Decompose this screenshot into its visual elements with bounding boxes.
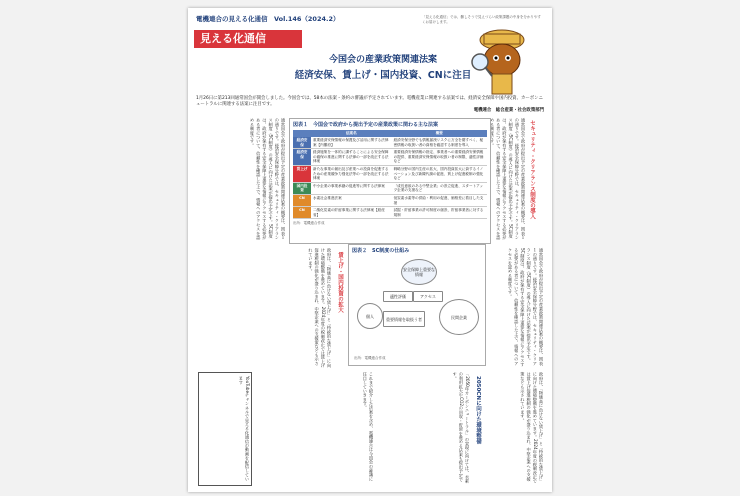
node-company: 民間企業 — [439, 299, 479, 335]
col-category — [293, 130, 311, 137]
row-summary: 経済安保分野でも情報漏洩リスクに万全を期すべく、秘密情報の取扱い者の資格を確認する制度を導入 — [392, 137, 487, 149]
row-category: 国内投資 — [293, 182, 311, 194]
headline-line1: 今国会の産業政策関連法案 — [328, 55, 437, 65]
node-result: 重要情報を取扱う者 — [383, 311, 425, 327]
row-summary: 重要経済安保情報の指定、事業者への重要経済安保情報の提供、重要経済安保情報の取扱い者の制限、適性評価 など — [392, 149, 487, 166]
col-summary: 概要 — [392, 130, 487, 137]
row-law: 中小企業の事業承継の促進等に関する法律案 — [311, 182, 392, 194]
figure2-source: 出所：電機連合作成 — [354, 356, 386, 360]
row-category: CN — [293, 207, 311, 219]
figure1-title: 図表１ 今国会で政府から提出予定の産業政策に関わる主な法案 — [293, 122, 439, 128]
table-row — [293, 165, 487, 182]
row-summary: 低炭素水素等の供給・利用の促進、価格差に着目した支援 — [392, 194, 487, 206]
figure2-title: 図表２ SC制度の仕組み — [352, 248, 410, 254]
row-summary: 「成長意欲のある中堅企業」の設立促進、スタートアップ企業の支援など — [392, 182, 487, 194]
cn-body: 「2050年カーボンニュートラル」の実現に向けては、水素の利用拡大やCO2の回収・貯留を進める法案も提出予定です。 — [452, 372, 470, 484]
row-category: 賃上げ — [293, 165, 311, 182]
detective-mascot-illustration — [466, 22, 536, 98]
row-law: 重要経済安保情報の保護及び活用に関する法律案【内閣府】 — [311, 137, 392, 149]
sc-body-continued: 通常国会で政府が提出予定の産業政策関連法案の概要は、図表１の通りです。経済安全保障分野では、セキュリティ・クリアランス制度（SC制度）の導入に向けた法案が提出予定です。SC制度は、政府が保有する安全保障上重要な情報にアクセスする必要がある者について、信頼性を確認した上で、情報へのアクセスを認める制度です。 — [507, 248, 544, 367]
col-law: 法案名 — [311, 130, 392, 137]
row-law: 水素社会推進法案 — [311, 194, 392, 206]
wage-body-continued: 政府は、「物価高に負けない賃上げ」と「持続的な賃上げ」に向けた環境整備を進めています。2024年度の税制改正では賃上げ促進税制の強化が盛り込まれ、中堅企業への支援策なども示されています。 — [520, 372, 544, 484]
node-important-info: 安全保障上重要な情報 — [401, 259, 437, 285]
headline-line2: 経済安保、賃上げ・国内投資、CNに注目 — [294, 70, 472, 81]
node-access: アクセス — [413, 291, 443, 302]
security-heading: セキュリティ・クリアランス制度の導入 — [529, 120, 535, 219]
newsletter-header: 電機連合の見える化通信 Vol.146（2024.2） — [196, 15, 340, 23]
youtube-info-box — [198, 372, 252, 486]
table-row — [293, 182, 487, 194]
newsletter-page — [188, 8, 552, 492]
row-category: 経済安保 — [293, 149, 311, 166]
node-individual: 個人 — [357, 303, 383, 329]
table-row — [293, 194, 487, 206]
row-law: 経済施策を一体的に講ずることによる安全保障の確保の推進に関する法律の一部を改正する法律案 — [311, 149, 392, 166]
figure1-law-table — [289, 118, 491, 244]
table-row — [293, 207, 487, 219]
row-summary: 試掘・貯留事業の許可制度の創設、貯留事業者に対する規制 — [392, 207, 487, 219]
series-banner: 見える化通信 — [194, 30, 302, 48]
figure1-source: 出所：電機連合作成 — [293, 221, 325, 226]
node-assessment: 適性評価 — [383, 291, 413, 302]
header-note: 「見える化通信」では、難しそうで見えづらい政策課題の中身を分かりやすくお届けします。 — [422, 15, 541, 24]
table-row — [293, 137, 487, 149]
table-row — [293, 149, 487, 166]
intro-text: 1月26日に第213回通常国会が開会しました。今国会では、58本の法案・条約の審議が予定されています。電機産業に関連する法案では、経済安全保障や国内投資、カーボンニュートラルに関連する法案に注目です。 — [196, 96, 543, 107]
security-body: 通常国会で政府が提出予定の産業政策関連法案の概要は、図表１の通りです。経済安全保障分野では、セキュリティ・クリアランス制度（SC制度）の導入に向けた法案が提出予定です。SC制度は、政府が保有する安全保障上重要な情報にアクセスする必要がある者について、信頼性を確認した上で、情報へのアクセスを認める制度です。 — [489, 118, 526, 240]
wage-body: 政府は、「物価高に負けない賃上げ」と「持続的な賃上げ」に向けた環境整備を進めています。2024年度の税制改正では賃上げ促進税制の強化が盛り込まれ、中堅企業への支援策なども示されています。 — [308, 248, 332, 368]
security-body-continued: 通常国会で政府が提出予定の産業政策関連法案の概要は、図表１の通りです。経済安全保障分野では、セキュリティ・クリアランス制度（SC制度）の導入に向けた法案が提出予定です。SC制度は、政府が保有する安全保障上重要な情報にアクセスする必要がある者について、信頼性を確認した上で、情報へのアクセスを認める制度です。 — [249, 118, 286, 240]
row-category: CN — [293, 194, 311, 206]
intro-paragraph — [196, 96, 544, 114]
row-law: 新たな事業の創出及び産業への投資を促進するための産業競争力強化法等の一部を改正する法律案 — [311, 165, 392, 182]
row-summary: 戦略分野の国内生産の拡大、国内投資拡大に資するイノベーション及び新陳代謝の促進、賃上げ促進税制の強化 など — [392, 165, 487, 182]
closing-text: これまで紹介した法案を含め、電機連合は今国会の審議に注目していきます。 — [362, 372, 374, 481]
cn-heading: 2050CNに向けた環境整備 — [475, 376, 481, 444]
row-category: 経済安保 — [293, 137, 311, 149]
intro-author: 電機連合 総合産業・社会政策部門 — [473, 108, 544, 113]
figure2-sc-diagram — [348, 244, 486, 366]
wage-heading: 賃上げ・国内投資の拡大 — [337, 252, 343, 313]
row-law: 二酸化炭素の貯留事業に関する法律案【経産省】 — [311, 207, 392, 219]
law-table — [293, 130, 487, 219]
youtube-info-text: YouTubeチャンネルで見える化通信の動画を配信しています — [238, 376, 250, 482]
